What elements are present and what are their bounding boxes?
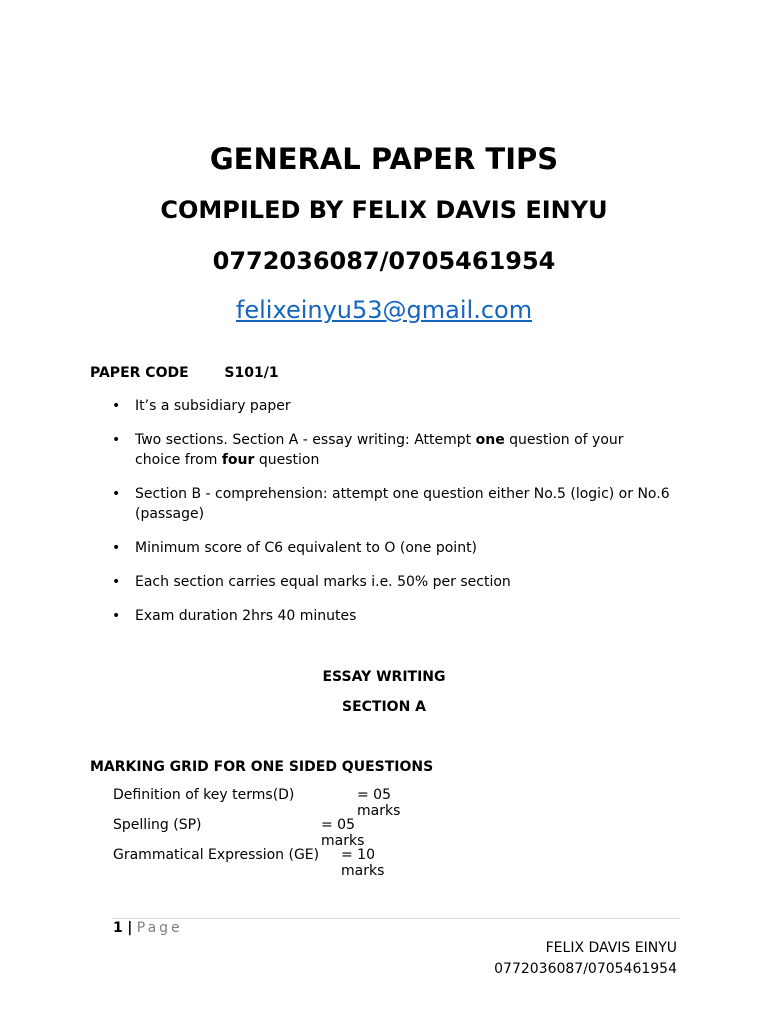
- document-title: GENERAL PAPER TIPS: [209, 142, 559, 176]
- grid-row-value: = 05 marks: [357, 787, 401, 819]
- phone-numbers: 0772036087/0705461954: [212, 247, 556, 275]
- list-item-text: Exam duration 2hrs 40 minutes: [135, 608, 357, 624]
- list-item: [90, 606, 670, 626]
- tips-list: [90, 396, 670, 640]
- marking-grid-row: [113, 847, 385, 879]
- bullet-icon: •: [112, 432, 121, 448]
- list-item: [90, 484, 670, 524]
- page-separator: |: [127, 920, 133, 936]
- bullet-icon: •: [112, 486, 121, 502]
- paper-code-value: S101/1: [224, 365, 279, 381]
- grid-row-label: Grammatical Expression (GE): [113, 847, 320, 863]
- grid-row-label: Spelling (SP): [113, 817, 202, 833]
- list-item-text: Each section carries equal marks i.e. 50% per section: [135, 574, 511, 590]
- list-item: [90, 572, 670, 592]
- list-item: [90, 538, 670, 558]
- compiled-by: COMPILED BY FELIX DAVIS EINYU: [160, 196, 608, 224]
- marking-grid-row: [113, 817, 365, 849]
- footer-divider: [112, 918, 680, 919]
- email-line: [0, 296, 768, 324]
- grid-row-value: = 05 marks: [321, 817, 365, 849]
- footer-author: FELIX DAVIS EINYU: [545, 940, 677, 956]
- list-item-text: Section B - comprehension: attempt one question either No.5 (logic) or No.6 (passage): [135, 486, 670, 522]
- page-label: Page: [136, 920, 183, 936]
- marking-grid-row: [113, 787, 401, 819]
- list-item-text: Minimum score of C6 equivalent to O (one point): [135, 540, 478, 556]
- bullet-icon: •: [112, 398, 121, 414]
- grid-row-label: Definition of key terms(D): [113, 787, 295, 803]
- email-link[interactable]: felixeinyu53@gmail.com: [235, 296, 533, 324]
- paper-code: [90, 363, 279, 383]
- grid-row-value: = 10 marks: [341, 847, 385, 879]
- marking-grid-heading: MARKING GRID FOR ONE SIDED QUESTIONS: [90, 759, 434, 775]
- footer-phones: 0772036087/0705461954: [494, 961, 677, 977]
- list-item-text: Two sections. Section A - essay writing: Attempt one question of your choice from four question: [135, 432, 624, 468]
- bullet-icon: •: [112, 608, 121, 624]
- paper-code-label: PAPER CODE: [90, 365, 189, 381]
- list-item: [90, 396, 670, 416]
- list-item-text: It’s a subsidiary paper: [135, 398, 291, 414]
- page-number-value: 1: [113, 920, 123, 936]
- bullet-icon: •: [112, 574, 121, 590]
- list-item: [90, 430, 670, 470]
- bullet-icon: •: [112, 540, 121, 556]
- page-number: [113, 920, 183, 936]
- section-heading: SECTION A: [341, 699, 426, 715]
- essay-heading: ESSAY WRITING: [322, 669, 446, 685]
